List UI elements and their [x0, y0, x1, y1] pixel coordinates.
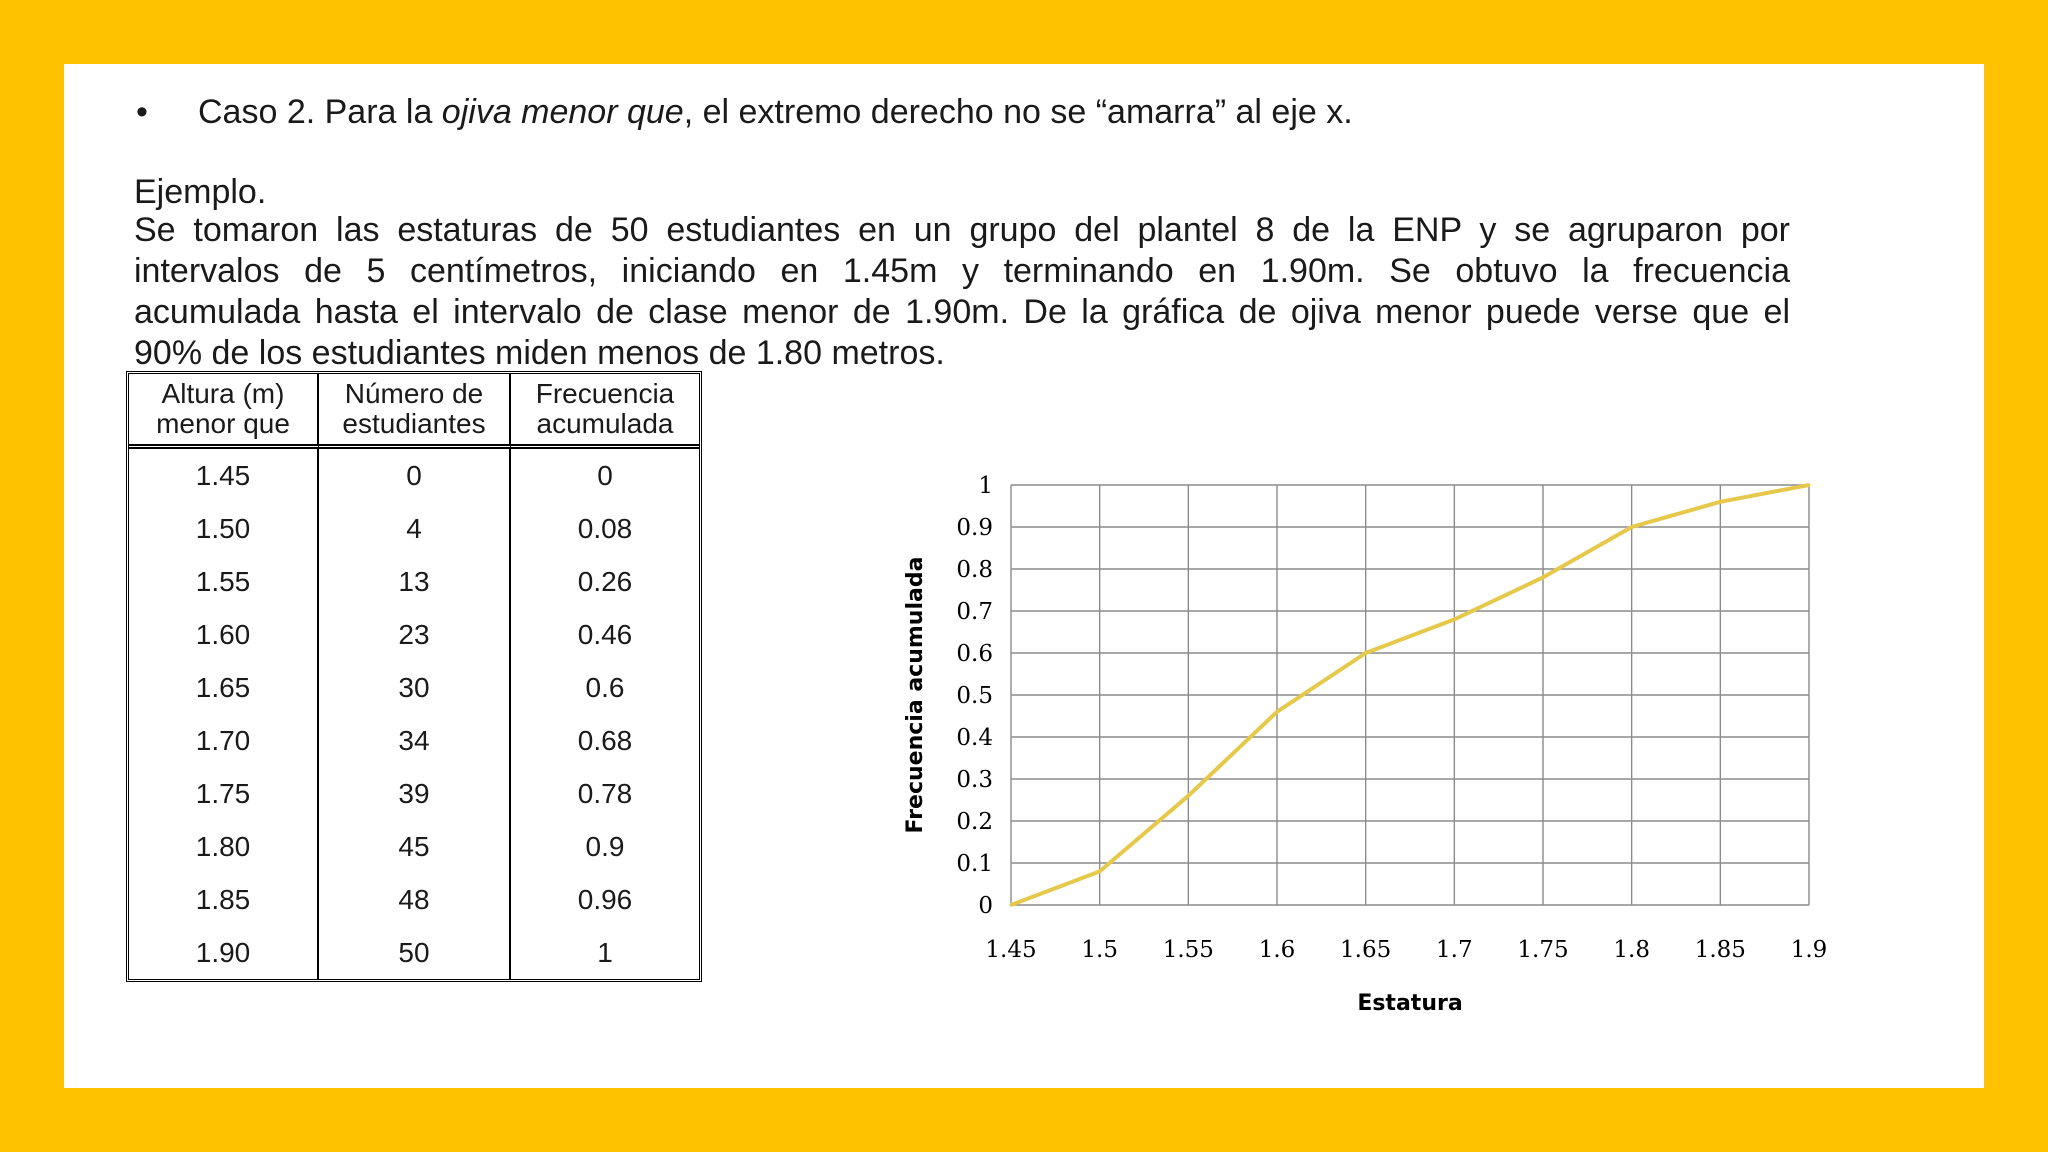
cumulative-cell: 0.96	[577, 883, 633, 915]
ogive-chart	[836, 400, 1856, 1040]
cumulative-cell: 0.26	[577, 565, 633, 597]
students-cell: 39	[319, 767, 511, 820]
frequency-table	[126, 371, 702, 982]
data-point	[1719, 500, 1722, 503]
case-statement	[198, 88, 1353, 136]
header-students: Número de estudiantes	[319, 374, 511, 449]
x-tick-label: 1.85	[1694, 937, 1746, 963]
data-point	[1276, 710, 1279, 713]
x-tick-label: 1.6	[1258, 937, 1296, 963]
data-point	[1453, 618, 1456, 621]
table-row	[129, 608, 699, 661]
paragraph-line: intervalos de 5 centímetros, iniciando en 1.45m y terminando en 1.90m. Se obtuvo la frecuencia	[134, 252, 1790, 290]
cumulative-cell: 0	[597, 459, 613, 491]
students-cell: 50	[319, 926, 511, 979]
height-cell: 1.60	[129, 608, 319, 661]
y-tick-label: 0.5	[956, 683, 993, 709]
height-cell: 1.65	[129, 661, 319, 714]
bullet-marker: •	[136, 93, 148, 131]
x-tick-label: 1.7	[1436, 937, 1473, 963]
y-tick-label: 1	[978, 473, 993, 499]
students-cell: 4	[319, 502, 511, 555]
cumulative-cell: 0.6	[585, 671, 625, 703]
table-row	[129, 820, 699, 873]
height-cell: 1.45	[129, 449, 319, 502]
x-tick-label: 1.9	[1790, 937, 1828, 963]
header-height: Altura (m) menor que	[129, 374, 319, 449]
y-tick-label: 0.2	[956, 809, 993, 835]
x-tick-label: 1.55	[1162, 937, 1214, 963]
students-cell: 23	[319, 608, 511, 661]
data-point	[1808, 484, 1811, 487]
height-cell: 1.85	[129, 873, 319, 926]
paragraph-line: Se tomaron las estaturas de 50 estudiantes en un grupo del plantel 8 de la ENP y se agruparon por	[134, 211, 1790, 249]
y-tick-label: 0.1	[956, 851, 993, 877]
x-tick-label: 1.45	[985, 937, 1037, 963]
x-axis-ticks	[985, 937, 1827, 963]
height-cell: 1.50	[129, 502, 319, 555]
y-axis-ticks	[956, 473, 993, 919]
y-tick-label: 0.9	[956, 515, 993, 541]
table-header-row	[129, 374, 699, 449]
table-row	[129, 873, 699, 926]
height-cell: 1.80	[129, 820, 319, 873]
cumulative-cell: 1	[597, 936, 613, 968]
students-cell: 34	[319, 714, 511, 767]
table-row	[129, 926, 699, 979]
x-axis-label: Estatura	[1357, 991, 1463, 1016]
y-tick-label: 0.6	[956, 641, 993, 667]
height-cell: 1.90	[129, 926, 319, 979]
y-tick-label: 0.8	[956, 557, 993, 583]
height-cell: 1.75	[129, 767, 319, 820]
y-tick-label: 0.4	[956, 725, 993, 751]
table-row	[129, 502, 699, 555]
cumulative-cell: 0.46	[577, 618, 633, 650]
table-row	[129, 449, 699, 502]
table-row	[129, 714, 699, 767]
header-cumulative: Frecuencia acumulada	[511, 374, 699, 449]
data-point	[1630, 526, 1633, 529]
case-lead: Caso 2. Para la	[198, 93, 442, 131]
x-tick-label: 1.65	[1340, 937, 1392, 963]
table-row	[129, 767, 699, 820]
x-tick-label: 1.8	[1613, 937, 1650, 963]
case-emphasis: ojiva menor que	[441, 93, 684, 131]
cumulative-cell: 0.68	[577, 724, 633, 756]
cumulative-cell: 0.78	[577, 777, 633, 809]
example-paragraph	[134, 210, 1790, 374]
students-cell: 48	[319, 873, 511, 926]
paragraph-line: 90% de los estudiantes miden menos de 1.80 metros.	[134, 334, 945, 372]
cumulative-cell: 0.08	[577, 512, 633, 544]
y-tick-label: 0.7	[956, 599, 993, 625]
case-rest: , el extremo derecho no se “amarra” al eje x.	[683, 93, 1353, 131]
paragraph-line: acumulada hasta el intervalo de clase menor de 1.90m. De la gráfica de ojiva menor puede verse que el	[134, 293, 1790, 331]
students-cell: 13	[319, 555, 511, 608]
y-axis-label: Frecuencia acumulada	[903, 556, 928, 834]
table-row	[129, 555, 699, 608]
y-tick-label: 0	[978, 893, 993, 919]
table-row	[129, 661, 699, 714]
students-cell: 0	[319, 449, 511, 502]
data-point	[1542, 576, 1545, 579]
x-tick-label: 1.75	[1517, 937, 1569, 963]
data-point	[1364, 652, 1367, 655]
students-cell: 30	[319, 661, 511, 714]
students-cell: 45	[319, 820, 511, 873]
data-point	[1098, 870, 1101, 873]
cumulative-cell: 0.9	[585, 830, 625, 862]
example-heading: Ejemplo.	[134, 173, 267, 211]
x-tick-label: 1.5	[1081, 937, 1118, 963]
data-point	[1010, 904, 1013, 907]
height-cell: 1.55	[129, 555, 319, 608]
data-point	[1187, 794, 1190, 797]
chart-grid	[1011, 485, 1809, 905]
height-cell: 1.70	[129, 714, 319, 767]
y-tick-label: 0.3	[956, 767, 993, 793]
